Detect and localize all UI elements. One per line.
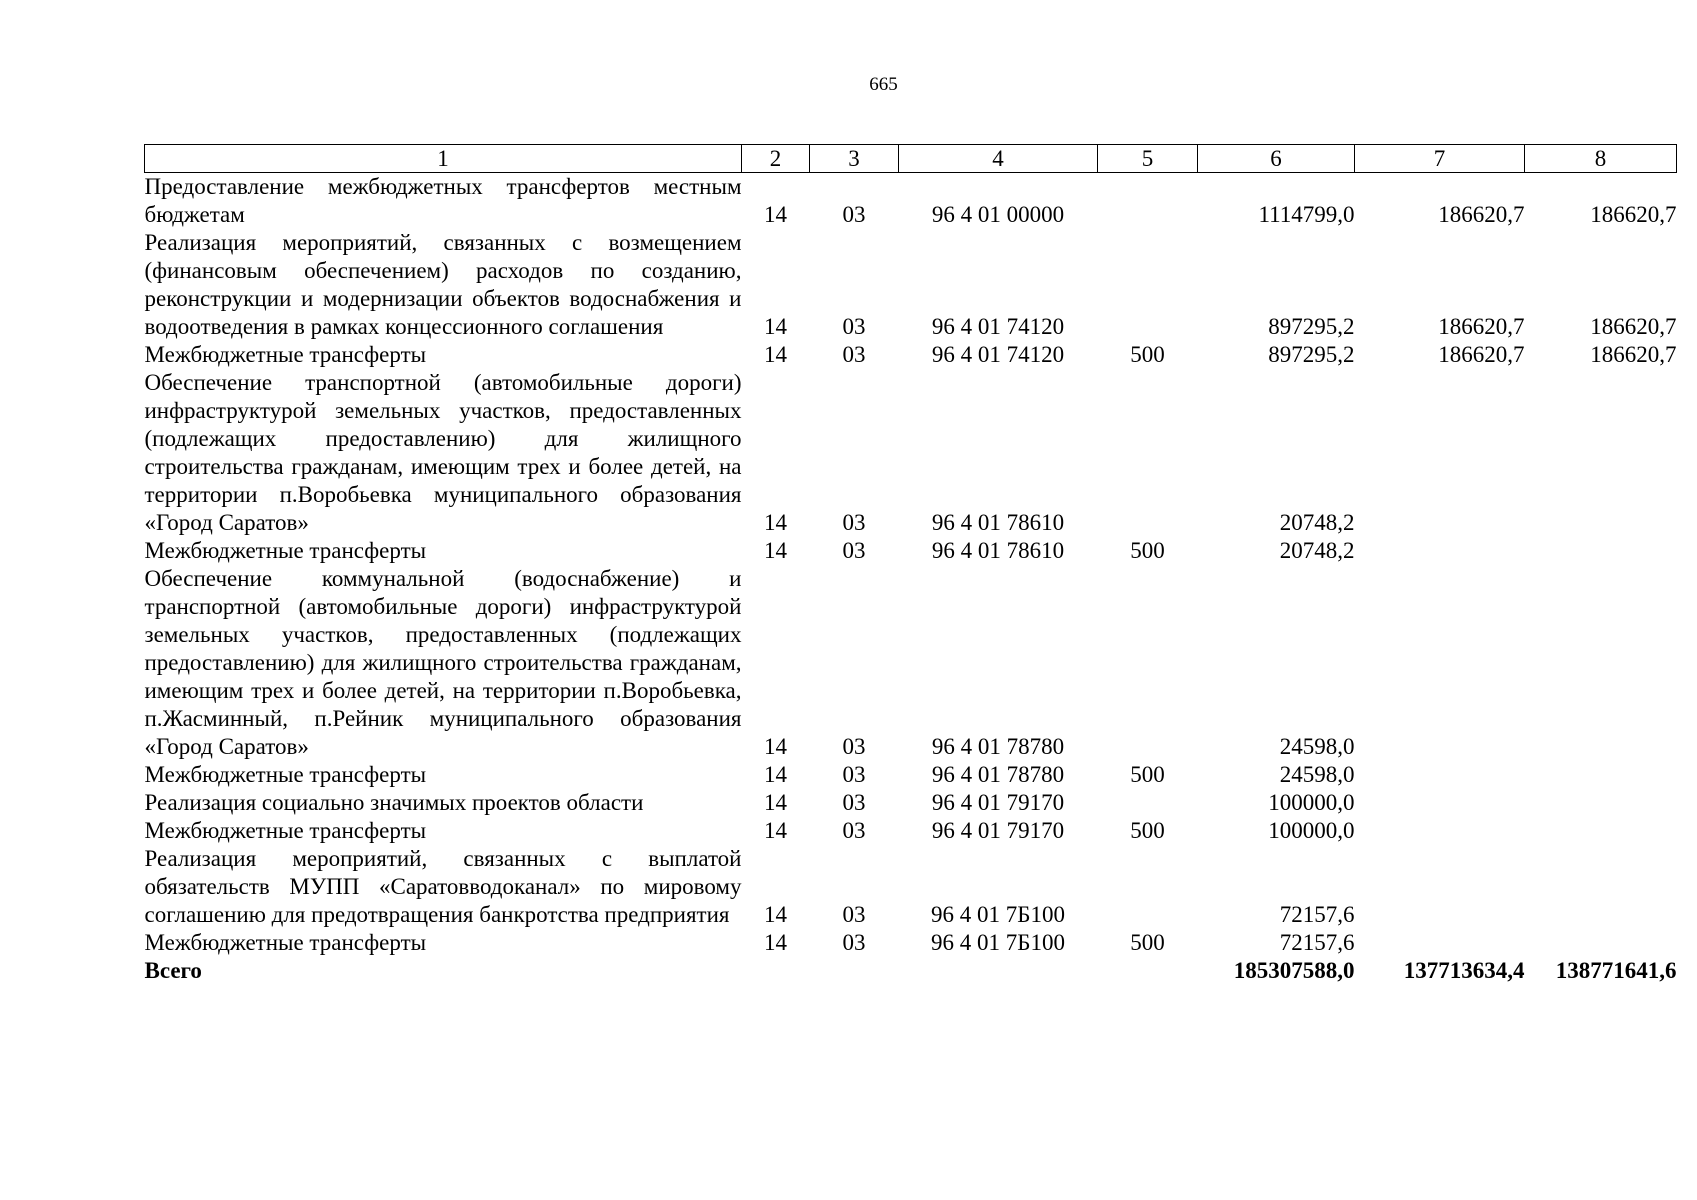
page-number: 665 [869, 74, 898, 95]
row-subsection: 03 [842, 538, 866, 563]
row-section: 14 [764, 762, 787, 787]
row-subsection: 03 [842, 762, 866, 787]
row-amount-7 [1355, 845, 1525, 929]
row-target-code: 96 4 01 78780 [931, 762, 1065, 787]
table-row [145, 789, 1677, 817]
row-subsection: 03 [842, 342, 866, 367]
row-name: Межбюджетные трансферты [144, 342, 427, 367]
budget-table [144, 144, 1677, 985]
table-row [145, 817, 1677, 845]
table-row [145, 341, 1677, 369]
row-subsection: 03 [842, 734, 866, 759]
row-name: Обеспечение транспортной (автомобильные дороги) инфраструктурой земельных участков, предоставленных (подлежащих предоставлению) для жилищного строительства гражданам, имеющим трех и более детей, на территории п.Воробьевка муниципального образования «Город Саратов» [144, 370, 742, 535]
row-target-code: 96 4 01 74120 [931, 342, 1065, 367]
table-row [145, 173, 1677, 230]
row-amount-6: 72157,6 [1279, 930, 1355, 955]
table-row [145, 845, 1677, 929]
row-section: 14 [764, 818, 787, 843]
row-amount-6: 897295,2 [1268, 314, 1355, 339]
column-header-6: 6 [1198, 145, 1355, 173]
row-amount-8 [1525, 537, 1677, 565]
row-amount-8 [1525, 817, 1677, 845]
row-section: 14 [764, 510, 787, 535]
table-row [145, 369, 1677, 537]
row-target-code: 96 4 01 78610 [931, 538, 1065, 563]
row-target-code: 96 4 01 7Б100 [931, 930, 1065, 955]
row-expense-type: 500 [1130, 930, 1165, 955]
row-subsection: 03 [842, 930, 866, 955]
row-amount-6: 72157,6 [1279, 902, 1355, 927]
row-amount-7 [1355, 789, 1525, 817]
column-header-8: 8 [1525, 145, 1677, 173]
table-row [145, 929, 1677, 957]
table-row [145, 229, 1677, 341]
column-header-7: 7 [1355, 145, 1525, 173]
row-target-code: 96 4 01 78610 [931, 510, 1065, 535]
row-target-code: 96 4 01 00000 [931, 202, 1065, 227]
row-amount-6: 20748,2 [1279, 510, 1355, 535]
row-target-code: 96 4 01 78780 [931, 734, 1065, 759]
row-amount-7 [1355, 537, 1525, 565]
row-amount-7: 186620,7 [1438, 314, 1525, 339]
row-target-code: 96 4 01 74120 [931, 314, 1065, 339]
row-target-code: 96 4 01 79170 [931, 790, 1065, 815]
row-amount-7: 186620,7 [1438, 342, 1525, 367]
row-expense-type [1098, 789, 1198, 817]
row-amount-8 [1525, 929, 1677, 957]
row-section: 14 [764, 902, 787, 927]
row-amount-8: 186620,7 [1590, 202, 1677, 227]
column-header-2: 2 [742, 145, 810, 173]
row-expense-type [1098, 369, 1198, 537]
row-section: 14 [764, 538, 787, 563]
column-header-3: 3 [810, 145, 899, 173]
column-header-5: 5 [1098, 145, 1198, 173]
row-name: Реализация мероприятий, связанных с возмещением (финансовым обеспечением) расходов по созданию, реконструкции и модернизации объектов водоснабжения и водоотведения в рамках концессионного соглашения [144, 230, 742, 339]
row-target-code: 96 4 01 79170 [931, 818, 1065, 843]
total-value-7: 137713634,4 [1403, 958, 1525, 983]
row-name: Реализация мероприятий, связанных с выплатой обязательств МУПП «Саратовводоканал» по мировому соглашению для предотвращения банкротства предприятия [144, 846, 742, 927]
header-row [145, 145, 1677, 173]
column-header-4: 4 [899, 145, 1098, 173]
row-amount-7 [1355, 817, 1525, 845]
row-expense-type: 500 [1130, 342, 1165, 367]
row-expense-type [1098, 845, 1198, 929]
row-name: Межбюджетные трансферты [144, 538, 427, 563]
row-name: Реализация социально значимых проектов области [144, 790, 644, 815]
column-header-1: 1 [145, 145, 742, 173]
row-amount-7 [1355, 761, 1525, 789]
table-row [145, 761, 1677, 789]
row-section: 14 [764, 734, 787, 759]
row-name: Межбюджетные трансферты [144, 818, 427, 843]
row-section: 14 [764, 314, 787, 339]
total-value-6: 185307588,0 [1233, 958, 1355, 983]
row-amount-6: 897295,2 [1268, 342, 1355, 367]
row-target-code: 96 4 01 7Б100 [931, 902, 1065, 927]
total-row [145, 957, 1677, 985]
row-amount-6: 100000,0 [1268, 818, 1355, 843]
row-subsection: 03 [842, 790, 866, 815]
row-subsection: 03 [842, 510, 866, 535]
row-section: 14 [764, 790, 787, 815]
row-amount-8: 186620,7 [1590, 342, 1677, 367]
table-row [145, 537, 1677, 565]
table-row [145, 565, 1677, 761]
table-body [145, 173, 1677, 958]
row-name: Межбюджетные трансферты [144, 762, 427, 787]
row-expense-type [1098, 565, 1198, 761]
row-subsection: 03 [842, 818, 866, 843]
row-section: 14 [764, 202, 787, 227]
row-amount-8 [1525, 565, 1677, 761]
row-expense-type: 500 [1130, 818, 1165, 843]
total-label: Всего [144, 958, 202, 983]
row-expense-type: 500 [1130, 762, 1165, 787]
row-amount-6: 20748,2 [1279, 538, 1355, 563]
row-amount-6: 1114799,0 [1258, 202, 1355, 227]
row-amount-8 [1525, 761, 1677, 789]
row-expense-type [1098, 173, 1198, 230]
row-amount-7 [1355, 369, 1525, 537]
row-section: 14 [764, 342, 787, 367]
row-name: Межбюджетные трансферты [144, 930, 427, 955]
row-subsection: 03 [842, 202, 866, 227]
row-subsection: 03 [842, 314, 866, 339]
row-amount-6: 24598,0 [1279, 734, 1355, 759]
row-amount-7 [1355, 929, 1525, 957]
row-expense-type: 500 [1130, 538, 1165, 563]
row-amount-8 [1525, 845, 1677, 929]
row-amount-8 [1525, 789, 1677, 817]
row-amount-7: 186620,7 [1438, 202, 1525, 227]
row-amount-7 [1355, 565, 1525, 761]
row-name: Обеспечение коммунальной (водоснабжение) и транспортной (автомобильные дороги) инфраструктурой земельных участков, предоставленных (подлежащих предоставлению) для жилищного строительства гражданам, имеющим трех и более детей, на территории п.Воробьевка, п.Жасминный, п.Рейник муниципального образования «Город Саратов» [144, 566, 742, 759]
row-amount-6: 24598,0 [1279, 762, 1355, 787]
row-expense-type [1098, 229, 1198, 341]
row-amount-6: 100000,0 [1268, 790, 1355, 815]
row-name: Предоставление межбюджетных трансфертов местным бюджетам [144, 174, 742, 227]
total-value-8: 138771641,6 [1555, 958, 1677, 983]
row-subsection: 03 [842, 902, 866, 927]
row-amount-8 [1525, 369, 1677, 537]
row-section: 14 [764, 930, 787, 955]
row-amount-8: 186620,7 [1590, 314, 1677, 339]
